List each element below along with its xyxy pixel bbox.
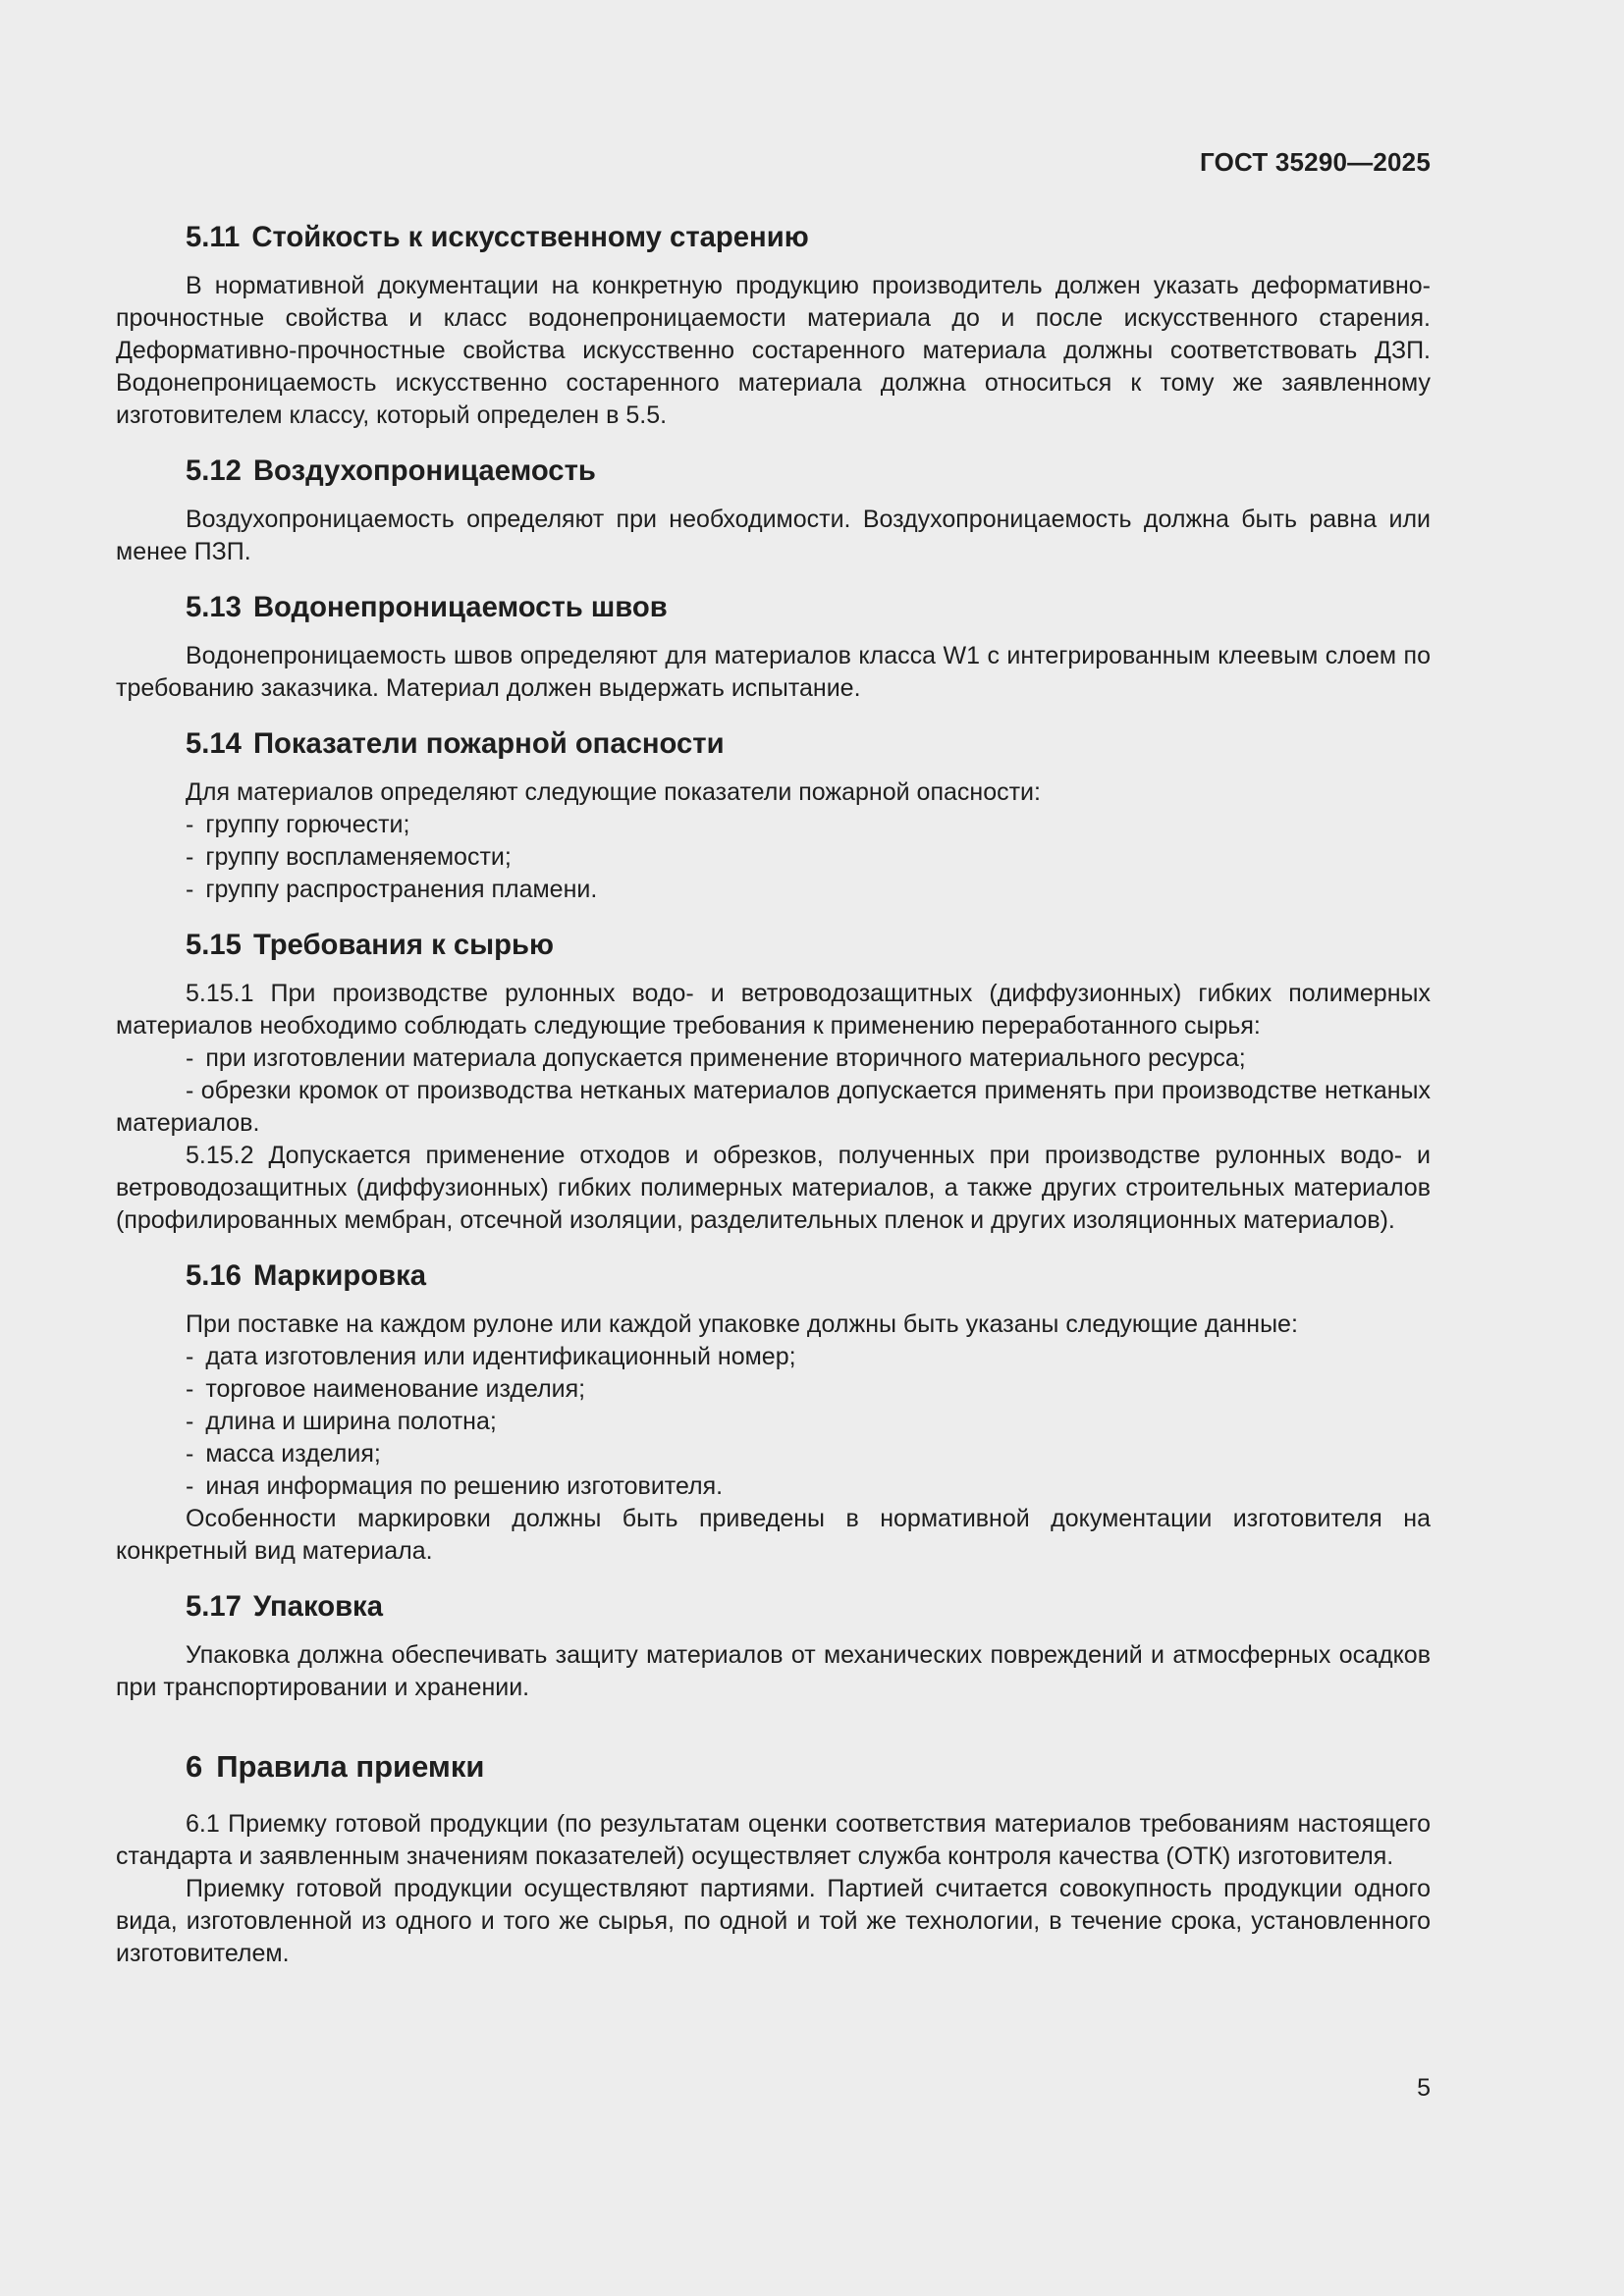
- section-title: Маркировка: [252, 1260, 427, 1292]
- list-item-text: длина и ширина полотна;: [205, 1408, 497, 1435]
- list-item-text: при изготовлении материала допускается применение вторичного материального ресурса;: [205, 1044, 1246, 1072]
- paragraph-5-15-1: 5.15.1 При производстве рулонных водо- и ветроводозащитных (диффузионных) гибких полимерных материалов необходимо соблюдать следующие требования к применению переработанного сырья:: [116, 980, 1431, 1040]
- section-number: 5.17: [186, 1591, 242, 1623]
- list-item-text: группу горючести;: [205, 811, 410, 838]
- list-marker: -: [186, 1472, 194, 1500]
- paragraph-5-15-2: 5.15.2 Допускается применение отходов и обрезков, полученных при производстве рулонных водо- и ветроводозащитных (диффузионных) гибких полимерных материалов, а также других строительных материалов (профилированных мембран, отсечной изоляции, разделительных пленок и других изоляционных материалов).: [116, 1142, 1431, 1234]
- list-marker: -: [186, 1343, 194, 1370]
- paragraph: Водонепроницаемость швов определяют для материалов класса W1 с интегрированным клеевым слоем по требованию заказчика. Материал должен выдержать испытание.: [116, 642, 1431, 702]
- chapter-heading-6: [116, 1747, 1431, 1787]
- list-item: [116, 809, 1431, 841]
- paragraph: В нормативной документации на конкретную продукцию производитель должен указать деформативно-прочностные свойства и класс водонепроницаемости материала до и после искусственного старения. Деформативно-прочностные свойства искусственно состаренного материала должны соответствовать ДЗП. Водонепроницаемость искусственно состаренного материала должна относиться к тому же заявленному изготовителем классу, который определен в 5.5.: [116, 272, 1431, 429]
- list-item: [116, 1042, 1431, 1075]
- list-item-text: группу распространения пламени.: [205, 876, 598, 903]
- chapter-title: Правила приемки: [216, 1749, 485, 1784]
- list-item-text: дата изготовления или идентификационный номер;: [205, 1343, 796, 1370]
- list-item-text: торговое наименование изделия;: [205, 1375, 586, 1403]
- section-heading-5-17: [116, 1591, 1431, 1624]
- section-number: 5.15: [186, 930, 242, 961]
- section-title: Стойкость к искусственному старению: [251, 222, 809, 253]
- section-heading-5-16: [116, 1260, 1431, 1293]
- section-heading-5-11: [116, 222, 1431, 254]
- list-marker: -: [186, 1375, 194, 1403]
- list-marker: -: [186, 1440, 194, 1468]
- list-marker: -: [186, 811, 194, 838]
- list-item-text: группу воспламеняемости;: [205, 843, 512, 871]
- list-item-text: масса изделия;: [205, 1440, 381, 1468]
- list-item: [116, 1438, 1431, 1470]
- section-heading-5-14: [116, 728, 1431, 761]
- list-marker: -: [186, 1044, 194, 1072]
- list-item: [116, 1470, 1431, 1503]
- paragraph: Воздухопроницаемость определяют при необходимости. Воздухопроницаемость должна быть равна или менее ПЗП.: [116, 506, 1431, 565]
- document-code: ГОСТ 35290—2025: [1200, 147, 1431, 177]
- section-title: Воздухопроницаемость: [252, 455, 596, 487]
- section-heading-5-13: [116, 592, 1431, 624]
- section-number: 5.16: [186, 1260, 242, 1292]
- section-number: 5.13: [186, 592, 242, 623]
- section-number: 5.12: [186, 455, 242, 487]
- section-title: Требования к сырью: [252, 930, 554, 961]
- section-heading-5-15: [116, 930, 1431, 962]
- section-title: Упаковка: [252, 1591, 383, 1623]
- section-number: 5.11: [186, 222, 241, 253]
- section-heading-5-12: [116, 455, 1431, 488]
- list-item: [116, 1341, 1431, 1373]
- section-number: 5.14: [186, 728, 242, 760]
- list-item: - обрезки кромок от производства нетканых материалов допускается применять при производстве нетканых материалов.: [116, 1077, 1431, 1137]
- paragraph: Упаковка должна обеспечивать защиту материалов от механических повреждений и атмосферных осадков при транспортировании и хранении.: [116, 1641, 1431, 1701]
- paragraph: Особенности маркировки должны быть приведены в нормативной документации изготовителя на конкретный вид материала.: [116, 1505, 1431, 1565]
- list-item: [116, 1373, 1431, 1406]
- list-item: [116, 1406, 1431, 1438]
- list-marker: -: [186, 1408, 194, 1435]
- paragraph: Приемку готовой продукции осуществляют партиями. Партией считается совокупность продукции одного вида, изготовленной из одного и того же сырья, по одной и той же технологии, в течение срока, установленного изготовителем.: [116, 1875, 1431, 1967]
- paragraph-6-1: 6.1 Приемку готовой продукции (по результатам оценки соответствия материалов требованиям настоящего стандарта и заявленным значениям показателей) осуществляет служба контроля качества (ОТК) изготовителя.: [116, 1810, 1431, 1870]
- paragraph: Для материалов определяют следующие показатели пожарной опасности:: [186, 778, 1041, 806]
- section-title: Водонепроницаемость швов: [252, 592, 668, 623]
- list-item: [116, 841, 1431, 874]
- page-number: 5: [1417, 2074, 1431, 2102]
- list-item: [116, 874, 1431, 906]
- paragraph: При поставке на каждом рулоне или каждой упаковке должны быть указаны следующие данные:: [186, 1310, 1298, 1338]
- page-content: [116, 222, 1431, 1970]
- list-item-text: иная информация по решению изготовителя.: [205, 1472, 724, 1500]
- chapter-number: 6: [186, 1749, 203, 1784]
- section-title: Показатели пожарной опасности: [252, 728, 725, 760]
- list-marker: -: [186, 876, 194, 903]
- list-marker: -: [186, 843, 194, 871]
